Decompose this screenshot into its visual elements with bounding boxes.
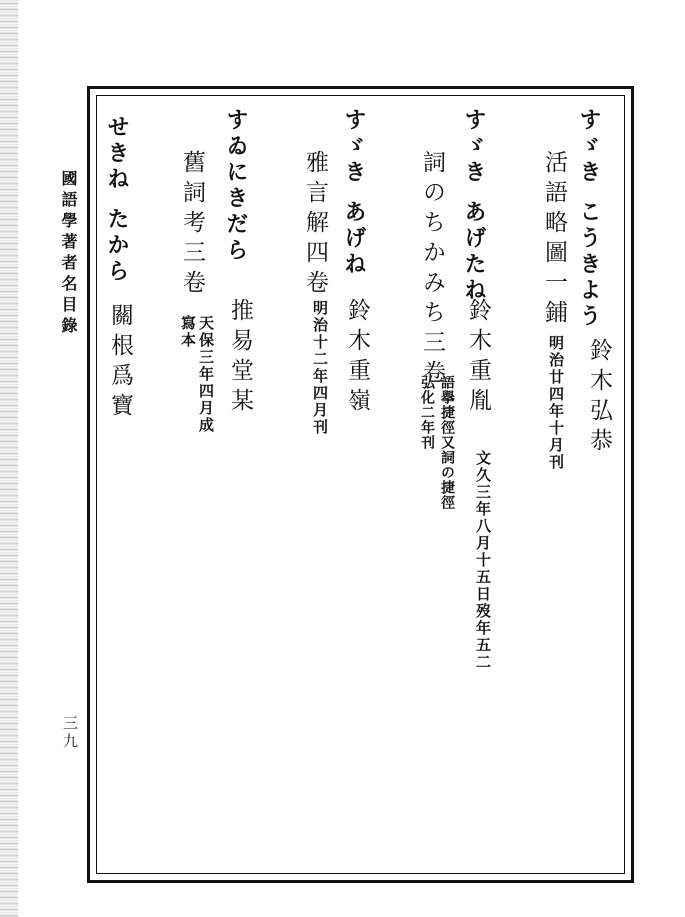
work-author: 推易堂某 — [227, 298, 253, 418]
work-note: 寫本 — [179, 315, 197, 349]
work-author: 鈴木重胤 — [465, 298, 491, 418]
work-author: 鈴木重嶺 — [344, 298, 370, 418]
entry-reading — [578, 108, 600, 330]
entry-reading-given: こうきよう — [576, 200, 602, 330]
work-title: 舊詞考三卷 — [179, 150, 205, 300]
entry-reading-family: すゞき — [461, 108, 487, 186]
running-title: 國語學著者名目錄 — [59, 170, 78, 338]
work-note: 文久三年八月十五日歿年五二 — [474, 450, 492, 671]
scan-edge — [0, 0, 18, 917]
entry-reading-family: すゞき — [576, 108, 602, 186]
entry-reading — [225, 108, 247, 264]
page-number: 三九 — [61, 715, 79, 751]
entry-reading-given: にきだら — [223, 160, 249, 264]
entry-reading — [106, 115, 128, 285]
entry-reading — [463, 108, 485, 304]
work-title: 詞のちかみち三卷 — [419, 150, 445, 390]
work-author: 鈴木弘恭 — [586, 338, 612, 458]
entry-reading-given: あげね — [341, 200, 367, 278]
entry-reading-family: すゐ — [223, 108, 249, 160]
work-title: 活語略圖一鋪 — [541, 150, 567, 330]
entry-reading-family: せきね — [104, 115, 130, 193]
work-title: 雅言解四卷 — [302, 150, 328, 300]
entry-reading-given: たから — [104, 207, 130, 285]
work-note: 明治十二年四月刊 — [311, 300, 329, 436]
entry-reading-family: すゞき — [341, 108, 367, 186]
work-note: 明治廿四年十月刊 — [547, 335, 565, 471]
work-note: 天保三年四月成 — [197, 315, 215, 434]
work-subnote: 語擧捷徑又詞の捷徑 — [439, 375, 455, 510]
work-author: 關根爲寶 — [107, 303, 133, 423]
entry-reading-given: あげたね — [461, 200, 487, 304]
entry-reading — [343, 108, 365, 278]
work-subnote: 弘化二年刊 — [419, 375, 435, 450]
